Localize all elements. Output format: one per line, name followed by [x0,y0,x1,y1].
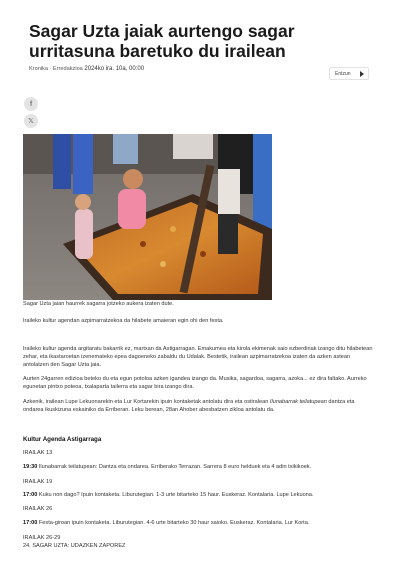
agenda-heading: Kultur Agenda Astigarraga [23,436,102,443]
agenda-date-13: IRAILAK 13 [23,450,53,456]
body-paragraph-3 [23,398,373,414]
facebook-share-icon[interactable]: f [24,97,38,111]
agenda-event-26 [23,520,373,526]
article-date: 2024ko ira. 10a, 00:00 [84,66,145,72]
x-share-icon[interactable]: 𝕏 [24,114,38,128]
p3-text-b: dantza eta ondarea ikuskizuna eskainiko da Erriberan. Leku berean, 28an Ahober abesbatzen zikloa antolatu da. [23,399,355,414]
photo-caption: Sagar Uzta jaian haurrek sagarra jotzeko aukera izaten dute. [23,301,174,307]
agenda-date-26-29: IRAILAK 26-29 [23,535,61,541]
listen-button[interactable] [329,67,369,80]
p3-text-a: Azkenik, irailean Lupe Lekuonarekin eta Lur Kortarekin ipuin kontaketak antolatu dira eta ostiralean [23,399,270,405]
event-text: Kuku non dago? Ipuin kontaketa. Liburutegian. 1-3 urte bitarteko 15 haur. Euskeraz. Kontalaria. Lupe Lekuona. [37,492,314,498]
agenda-event-26-29: 24. SAGAR UZTA: UDAZKEN ZAPOREZ [23,543,126,549]
event-text: Festa-giroan ipuin kontaketa. Liburutegian. 4-6 urte bitarteko 30 haur saioko. Euskeraz. Kontalaria. Lur Korta. [37,520,310,526]
lead-paragraph: Iraileko kultur agendan azpimarratzekoa da hilabete amaieran egin ohi den festa. [23,318,224,324]
listen-label: Entzun [335,70,351,77]
agenda-event-13 [23,464,373,470]
body-paragraph-1: Iraileko kultur agenda argitaratu bakarrik ez, martxan da Astigarragan. Emakumea eta kirola ekimenak saio ezberdinak izango ditu hilabetean zehar, eta ikastaroetan izenematekо epea dagoeneko zabaldu du Udalak. Bestetik, irailean azpimarratzekoa izaten da azken astean antolatzen den Sagar Uzta jaia. [23,346,373,369]
agenda-date-26: IRAILAK 26 [23,506,53,512]
article-title: Sagar Uzta jaiak aurtengo sagar urritasuna baretuko du irailean [29,21,295,61]
event-time: 17:00 [23,520,38,526]
event-time: 19:30 [23,464,38,470]
play-icon [360,71,364,77]
event-time: 17:00 [23,492,38,498]
body-paragraph-2: Aurten 24garren edizioa beteko du eta egun potoloa azken igandea izango da. Musika, sagardoa, sagarra, azoka... ez dira faltako. Aurreko egunetan pintxo poteoa, txalaparta tailerra eta sagar bira izango dira. [23,376,367,391]
article-photo [23,134,272,300]
p3-emphasis: Ilunabarrak teilatupean [269,399,327,405]
article-section[interactable]: Kronika · Erredakzioa [29,66,83,72]
agenda-event-19 [23,492,373,498]
event-text: Ilunabarrak teilatupean: Dantza eta ondarea. Erriberako Terrazan. Sarrera 8 euro helduek eta 4 adin txikikoek. [37,464,312,470]
agenda-date-19: IRAILAK 19 [23,479,53,485]
article-meta [29,66,144,72]
